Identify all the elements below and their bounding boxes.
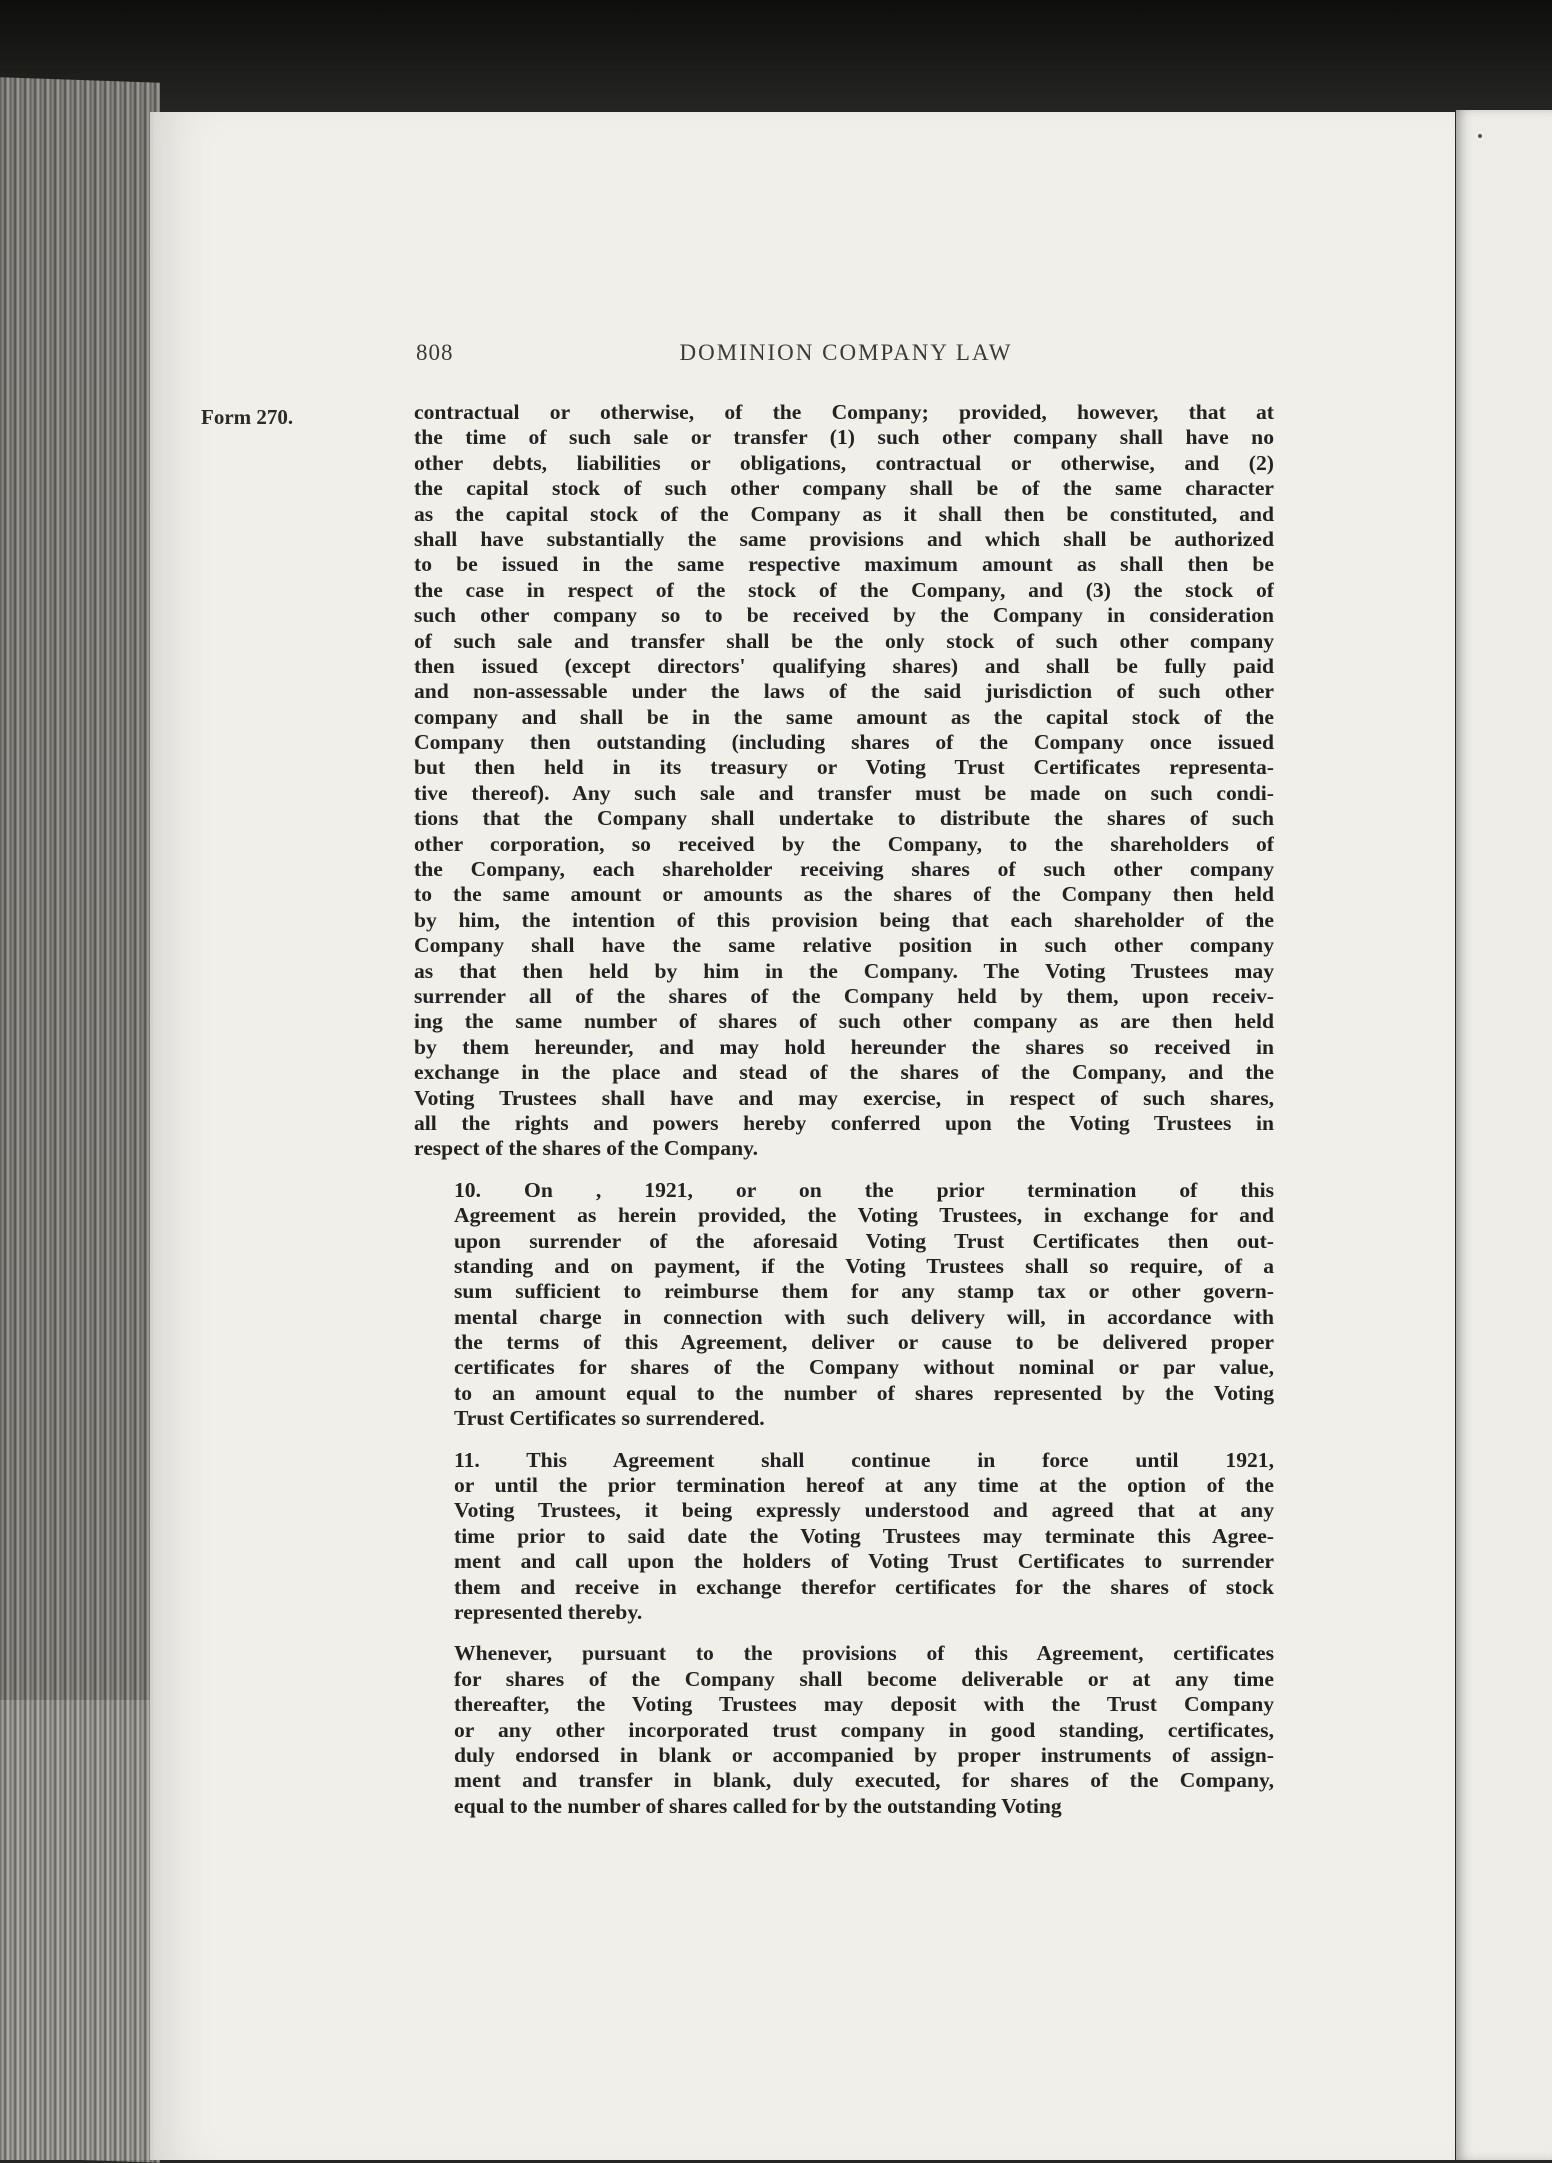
text-line: equal to the number of shares called for by the outstanding Voting [454, 1793, 1062, 1818]
text-line: to an amount equal to the number of shares represented by the Voting [454, 1380, 1274, 1405]
text-line: Agreement as herein provided, the Voting Trustees, in exchange for and [454, 1203, 1274, 1228]
text-line: respect of the shares of the Company. [414, 1136, 759, 1161]
text-line: as that then held by him in the Company. The Voting Trustees may [414, 958, 1274, 983]
text-line: surrender all of the shares of the Company held by them, upon receiv- [414, 983, 1274, 1008]
text-line: represented thereby. [454, 1599, 643, 1624]
text-line: Voting Trustees, it being expressly understood and agreed that at any [454, 1498, 1274, 1523]
text-line: to be issued in the same respective maximum amount as shall then be [414, 552, 1274, 577]
text-line: mental charge in connection with such delivery will, in accordance with [454, 1304, 1274, 1329]
text-line: to the same amount or amounts as the shares of the Company then held [414, 882, 1274, 907]
text-line: other corporation, so received by the Company, to the shareholders of [414, 831, 1274, 856]
text-line: but then held in its treasury or Voting Trust Certificates representa- [414, 755, 1274, 780]
text-line: and non-assessable under the laws of the said jurisdiction of such other [414, 679, 1274, 704]
text-line: by them hereunder, and may hold hereunder the shares so received in [414, 1034, 1274, 1059]
paragraph-continuation [414, 400, 1274, 1162]
text-line: 11. This Agreement shall continue in force until 1921, [454, 1447, 1274, 1472]
text-line: by him, the intention of this provision being that each shareholder of the [414, 907, 1274, 932]
text-line: the terms of this Agreement, deliver or cause to be delivered proper [454, 1330, 1274, 1355]
text-line: or any other incorporated trust company in good standing, certificates, [454, 1717, 1274, 1742]
text-line: all the rights and powers hereby conferred upon the Voting Trustees in [414, 1110, 1274, 1135]
text-line: Company shall have the same relative position in such other company [414, 933, 1274, 958]
page-body-text [414, 400, 1274, 1819]
paragraph-section-11 [414, 1448, 1274, 1626]
text-line: ment and call upon the holders of Voting Trust Certificates to surrender [454, 1549, 1274, 1574]
text-line: of such sale and transfer shall be the only stock of such other company [414, 628, 1274, 653]
text-line: Whenever, pursuant to the provisions of this Agreement, certificates [454, 1641, 1274, 1666]
text-line: 10. On , 1921, or on the prior termination of this [454, 1177, 1274, 1202]
text-line: then issued (except directors' qualifying shares) and shall be fully paid [414, 653, 1274, 678]
book-page-edges-lower [0, 1700, 175, 2160]
text-line: the case in respect of the stock of the Company, and (3) the stock of [414, 577, 1274, 602]
text-line: exchange in the place and stead of the shares of the Company, and the [414, 1060, 1274, 1085]
facing-page-mark [1478, 134, 1482, 138]
text-line: time prior to said date the Voting Trustees may terminate this Agree- [454, 1523, 1274, 1548]
text-line: standing and on payment, if the Voting Trustees shall so require, of a [454, 1253, 1274, 1278]
text-line: sum sufficient to reimburse them for any stamp tax or other govern- [454, 1279, 1274, 1304]
running-head: DOMINION COMPANY LAW [679, 340, 1013, 365]
paragraph-section-10 [414, 1178, 1274, 1432]
text-line: such other company so to be received by the Company in consideration [414, 603, 1274, 628]
text-line: ing the same number of shares of such other company as are then held [414, 1009, 1274, 1034]
text-line: the Company, each shareholder receiving shares of such other company [414, 857, 1274, 882]
text-line: the time of such sale or transfer (1) such other company shall have no [414, 425, 1274, 450]
text-line: company and shall be in the same amount as the capital stock of the [414, 704, 1274, 729]
text-line: upon surrender of the aforesaid Voting Trust Certificates then out- [454, 1228, 1274, 1253]
text-line: ment and transfer in blank, duly executed, for shares of the Company, [454, 1768, 1274, 1793]
text-line: other debts, liabilities or obligations, contractual or otherwise, and (2) [414, 450, 1274, 475]
facing-page [1456, 110, 1552, 2160]
form-label: Form 270. [201, 405, 294, 429]
page-number: 808 [416, 340, 454, 365]
text-line: Voting Trustees shall have and may exercise, in respect of such shares, [414, 1085, 1274, 1110]
text-line: tions that the Company shall undertake to distribute the shares of such [414, 806, 1274, 831]
text-line: certificates for shares of the Company without nominal or par value, [454, 1355, 1274, 1380]
text-line: Trust Certificates so surrendered. [454, 1406, 765, 1431]
text-line: contractual or otherwise, of the Company; provided, however, that at [414, 400, 1274, 424]
text-line: thereafter, the Voting Trustees may deposit with the Trust Company [454, 1692, 1274, 1717]
text-line: them and receive in exchange therefor certificates for the shares of stock [454, 1574, 1274, 1599]
text-line: tive thereof). Any such sale and transfer must be made on such condi- [414, 780, 1274, 805]
page-header [416, 340, 1276, 374]
paragraph-whenever [414, 1641, 1274, 1819]
text-line: duly endorsed in blank or accompanied by proper instruments of assign- [454, 1742, 1274, 1767]
text-line: shall have substantially the same provisions and which shall be authorized [414, 526, 1274, 551]
text-line: the capital stock of such other company shall be of the same character [414, 476, 1274, 501]
text-line: as the capital stock of the Company as it shall then be constituted, and [414, 501, 1274, 526]
text-line: Company then outstanding (including shares of the Company once issued [414, 730, 1274, 755]
text-line: for shares of the Company shall become deliverable or at any time [454, 1666, 1274, 1691]
text-line: or until the prior termination hereof at any time at the option of the [454, 1473, 1274, 1498]
